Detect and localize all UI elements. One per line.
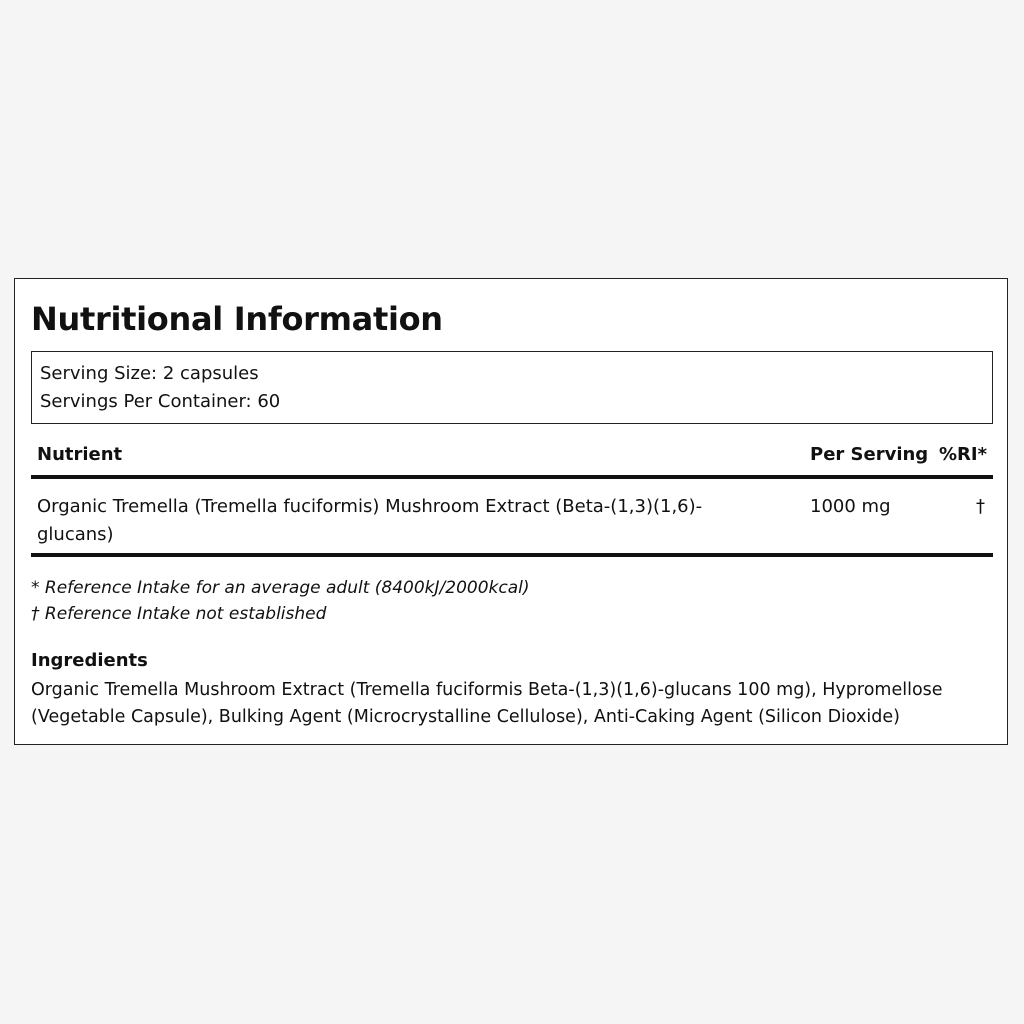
footnote-not-established: † Reference Intake not established <box>31 604 327 624</box>
header-nutrient: Nutrient <box>37 444 123 465</box>
header-per-serving: Per Serving <box>810 444 929 465</box>
page-title: Nutritional Information <box>31 300 443 338</box>
nutrient-amount: 1000 mg <box>810 496 891 517</box>
footnote-ri: * Reference Intake for an average adult (8400kJ/2000kcal) <box>31 578 530 598</box>
servings-per-container: Servings Per Container: 60 <box>40 391 281 412</box>
serving-info-box <box>31 351 993 424</box>
ingredients-text: Organic Tremella Mushroom Extract (Tremella fuciformis Beta-(1,3)(1,6)-glucans 100 mg), Hypromellose (Vegetable Capsule), Bulking Agent (Microcrystalline Cellulose), Anti-Caking Agent (Silicon Dioxide) <box>31 680 943 727</box>
ingredients-heading: Ingredients <box>31 650 148 671</box>
nutrient-name: Organic Tremella (Tremella fuciformis) Mushroom Extract (Beta-(1,3)(1,6)-glucans) <box>37 496 703 545</box>
nutrient-ri: † <box>976 496 985 517</box>
nutrition-panel <box>14 278 1008 745</box>
nutrient-table <box>31 439 993 557</box>
serving-size: Serving Size: 2 capsules <box>40 363 259 384</box>
footnotes <box>31 575 530 627</box>
header-ri: %RI* <box>938 444 987 465</box>
table-header <box>31 439 993 479</box>
table-row <box>31 479 993 557</box>
